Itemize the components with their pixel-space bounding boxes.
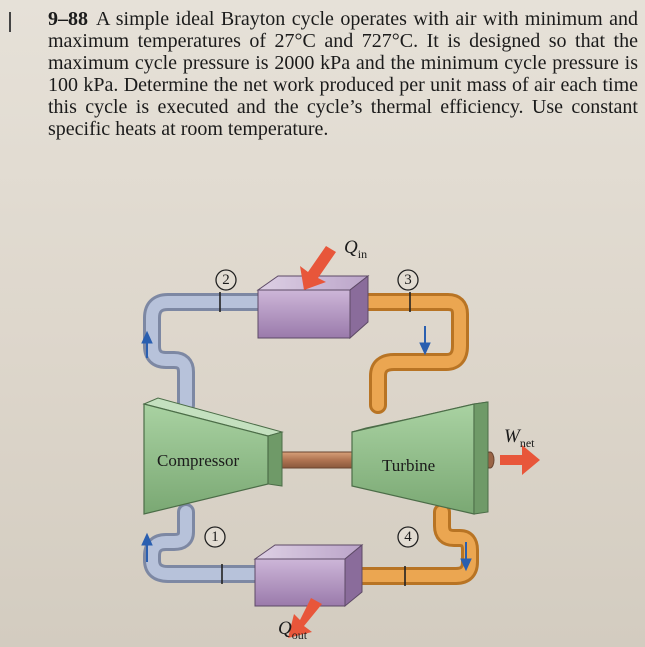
state-4-label: 4 [404,529,412,545]
q-out-label: $Q_{out}$ [278,618,308,642]
turbine-label: Turbine [382,456,436,475]
w-net-label: $W_{net}$ [504,426,535,450]
compressor-label: Compressor [157,451,240,470]
heat-exchanger-out [255,545,362,606]
state-3-label: 3 [404,272,412,288]
state-1-label: 1 [211,529,219,545]
state-2-label: 2 [222,272,230,288]
q-in-label: $Q_{in}$ [344,237,368,261]
problem-text: A simple ideal Brayton cycle operates with air with minimum and maximum temperatures of 27°C and 727°C. It is designed so that the maximum cycle pressure is 2000 kPa and the minimum cycle pressure is 100 kPa. Determine the net work produced per unit mass of air each time this cycle is executed and the cycle’s thermal efficiency. Use constant specific heats at room temperature. [48,8,638,140]
problem-number: 9–88 [48,8,88,30]
